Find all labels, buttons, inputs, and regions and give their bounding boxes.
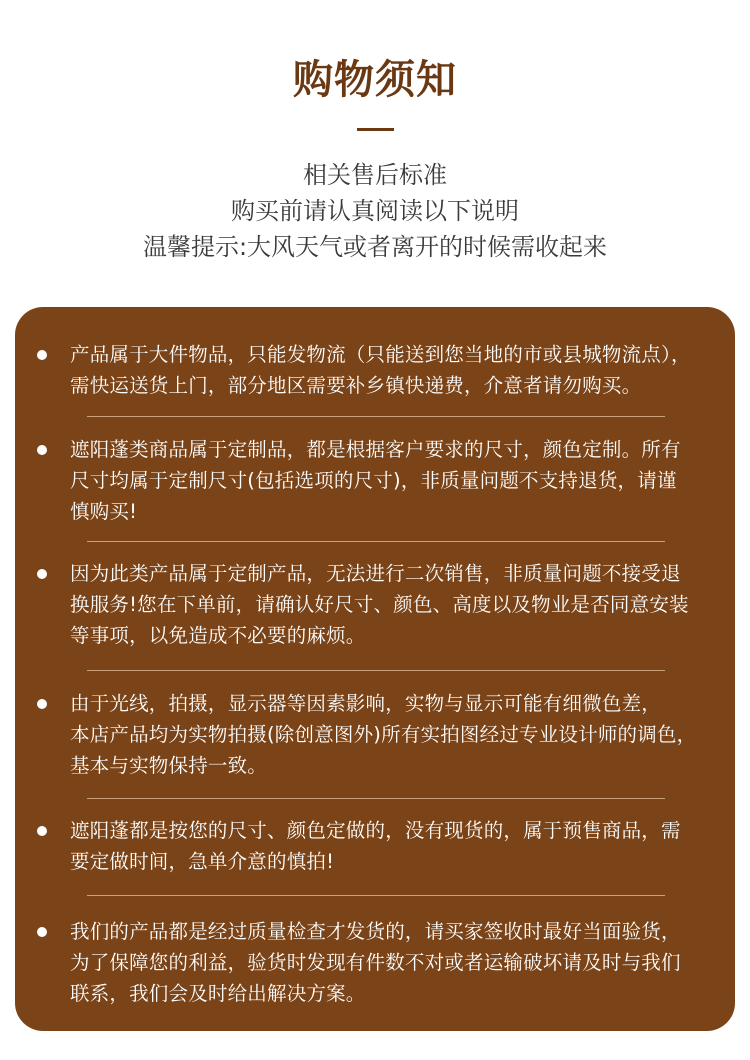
notice-text-line: 遮阳蓬都是按您的尺寸、颜色定做的，没有现货的，属于预售商品，需 — [70, 819, 681, 842]
notice-divider — [87, 670, 665, 671]
notice-divider — [87, 416, 665, 417]
notice-text-line: 换服务!您在下单前，请确认好尺寸、颜色、高度以及物业是否同意安装 — [70, 593, 689, 616]
notice-panel — [15, 307, 735, 1031]
notice-text-line: 慎购买! — [70, 500, 138, 523]
notice-text-line: 因为此类产品属于定制产品，无法进行二次销售，非质量问题不接受退 — [70, 562, 681, 585]
notice-text-line: 基本与实物保持一致。 — [70, 754, 268, 777]
notice-text-line: 等事项，以免造成不必要的麻烦。 — [70, 624, 366, 647]
notice-item-6 — [70, 916, 725, 1009]
notice-divider — [87, 798, 665, 799]
notice-text-line: 产品属于大件物品，只能发物流（只能送到您当地的市或县城物流点）， — [70, 343, 691, 366]
bullet-icon — [37, 927, 47, 937]
notice-item-3 — [70, 558, 725, 651]
bullet-icon — [37, 445, 47, 455]
bullet-icon — [37, 826, 47, 836]
bullet-icon — [37, 350, 47, 360]
notice-text-line: 由于光线，拍摄，显示器等因素影响，实物与显示可能有细微色差， — [70, 692, 662, 715]
page-title: 购物须知 — [293, 57, 457, 103]
notice-text-line: 本店产品均为实物拍摄(除创意图外)所有实拍图经过专业设计师的调色， — [70, 723, 697, 746]
notice-divider — [87, 895, 665, 896]
bullet-icon — [37, 569, 47, 579]
notice-text-line: 为了保障您的利益，验货时发现有件数不对或者运输破坏请及时与我们 — [70, 951, 681, 974]
subtitle-line-1: 相关售后标准 — [303, 161, 447, 189]
notice-item-4 — [70, 688, 725, 781]
bullet-icon — [37, 699, 47, 709]
title-underline — [357, 128, 394, 131]
notice-item-5 — [70, 815, 725, 877]
notice-text-line: 我们的产品都是经过质量检查才发货的，请买家签收时最好当面验货， — [70, 920, 681, 943]
notice-item-1 — [70, 339, 725, 401]
notice-text-line: 尺寸均属于定制尺寸(包括选项的尺寸)，非质量问题不支持退货，请谨 — [70, 469, 677, 492]
notice-text-line: 需快运送货上门，部分地区需要补乡镇快递费，介意者请勿购买。 — [70, 374, 642, 397]
notice-text-line: 联系，我们会及时给出解决方案。 — [70, 982, 366, 1005]
notice-item-2 — [70, 434, 725, 527]
notice-text-line: 要定做时间，急单介意的慎拍! — [70, 850, 335, 873]
subtitle-line-3: 温馨提示:大风天气或者离开的时候需收起来 — [142, 233, 608, 261]
notice-divider — [87, 541, 665, 542]
subtitle-line-2: 购买前请认真阅读以下说明 — [231, 197, 519, 225]
notice-text-line: 遮阳蓬类商品属于定制品，都是根据客户要求的尺寸，颜色定制。所有 — [70, 438, 681, 461]
